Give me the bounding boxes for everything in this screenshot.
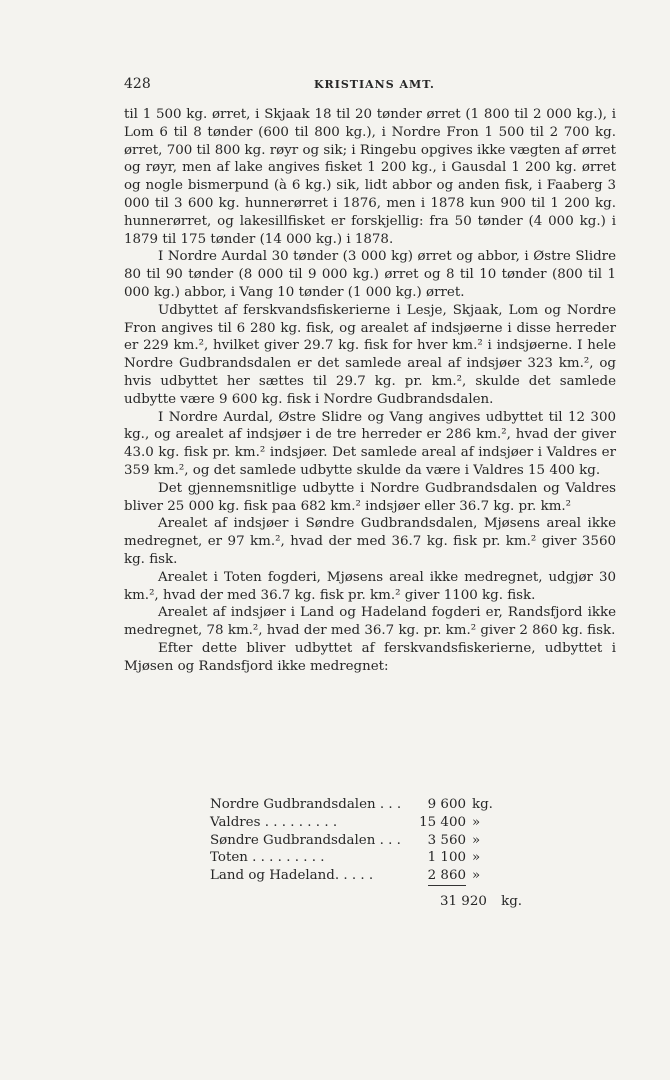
paragraph: Arealet af indsjøer i Søndre Gudbrandsdalen, Mjøsens areal ikke medregnet, er 97 km.², hvad der med 36.7 kg. fisk pr. km.² giver 3560 kg. fisk. xyxy=(124,516,616,567)
yield-value: 9 600 xyxy=(427,797,466,812)
paragraph: til 1 500 kg. ørret, i Skjaak 18 til 20 tønder ørret (1 800 til 2 000 kg.), i Lom 6 til 8 tønder (600 til 800 kg.), i Nordre Fron 1 500 til 2 700 kg. ørret, 700 til 800 kg. røyr og sik; i Ringebu opgives ikke vægten af ørret og røyr, men af lake angives fisket 1 200 kg., i Gausdal 1 200 kg. ørret og nogle bismerpund (à 6 kg.) sik, lidt abbor og anden fisk, i Faaberg 3 000 til 3 600 kg. hunnerørret i 1876, men i 1878 kun 900 til 1 200 kg. hunnerørret, og lakesillfisket er forskjellig: fra 50 tønder (4 000 kg.) i 1879 til 175 tønder (14 000 kg.) i 1878. xyxy=(124,107,616,247)
table-total xyxy=(440,894,522,909)
yield-value: 2 860 xyxy=(428,867,466,886)
body-text xyxy=(124,106,616,676)
page-header xyxy=(124,76,616,94)
yield-value: 1 100 xyxy=(427,850,466,866)
yield-unit: » xyxy=(472,868,481,884)
yield-unit: » xyxy=(472,850,481,866)
yield-value: 15 400 xyxy=(419,814,466,830)
yield-unit: » xyxy=(472,814,481,830)
region-name: Toten . . . . . . . . . xyxy=(210,850,325,866)
region-name: Valdres . . . . . . . . . xyxy=(210,814,338,830)
page-number: 428 xyxy=(124,76,151,92)
yield-table xyxy=(210,796,540,885)
region-name: Land og Hadeland. . . . . xyxy=(210,868,374,884)
total-unit: kg. xyxy=(501,894,523,909)
paragraph: Arealet i Toten fogderi, Mjøsens areal ikke medregnet, udgjør 30 km.², hvad der med 36.7 kg. fisk pr. km.² giver 1100 kg. fisk. xyxy=(124,569,616,603)
paragraph: I Nordre Aurdal 30 tønder (3 000 kg) ørret og abbor, i Østre Slidre 80 til 90 tønder (8 000 til 9 000 kg.) ørret og 8 til 10 tønder (800 til 1 000 kg.) abbor, i Vang 10 tønder (1 000 kg.) ørret. xyxy=(124,249,616,300)
region-name: Søndre Gudbrandsdalen . . . xyxy=(210,832,401,848)
region-name: Nordre Gudbrandsdalen . . . xyxy=(210,797,402,812)
yield-unit: » xyxy=(472,832,481,848)
running-title: KRISTIANS AMT. xyxy=(314,78,435,91)
paragraph: I Nordre Aurdal, Østre Slidre og Vang angives udbyttet til 12 300 kg., og arealet af indsjøer i de tre herreder er 286 km.², hvad der giver 43.0 kg. fisk pr. km.² indsjøer. Det samlede areal af indsjøer i Valdres er 359 km.², og det samlede udbytte skulde da være i Valdres 15 400 kg. xyxy=(124,409,616,478)
yield-unit: kg. xyxy=(472,797,493,812)
table-row xyxy=(210,796,540,814)
table-row xyxy=(210,814,540,832)
paragraph: Arealet af indsjøer i Land og Hadeland fogderi er, Randsfjord ikke medregnet, 78 km.², hvad der med 36.7 kg. pr. km.² giver 2 860 kg. fisk. xyxy=(124,605,616,639)
table-row xyxy=(210,832,540,850)
yield-value: 3 560 xyxy=(427,832,466,848)
paragraph: Udbyttet af ferskvandsfiskerierne i Lesje, Skjaak, Lom og Nordre Fron angives til 6 280 kg. fisk, og arealet af indsjøerne i disse herreder er 229 km.², hvilket giver 29.7 kg. fisk for hver km.² i indsjøerne. I hele Nordre Gudbrandsdalen er det samlede areal af indsjøer 323 km.², og hvis udbyttet her sættes til 29.7 kg. pr. km.², skulde det samlede udbytte være 9 600 kg. fisk i Nordre Gudbrandsdalen. xyxy=(124,302,616,407)
paragraph: Efter dette bliver udbyttet af ferskvandsfiskerierne, udbyttet i Mjøsen og Randsfjord ikke medregnet: xyxy=(124,640,616,674)
table-row xyxy=(210,867,540,885)
paragraph: Det gjennemsnitlige udbytte i Nordre Gudbrandsdalen og Valdres bliver 25 000 kg. fisk paa 682 km.² indsjøer eller 36.7 kg. pr. km.² xyxy=(124,480,616,514)
total-value: 31 920 xyxy=(440,894,487,909)
table-row xyxy=(210,849,540,867)
